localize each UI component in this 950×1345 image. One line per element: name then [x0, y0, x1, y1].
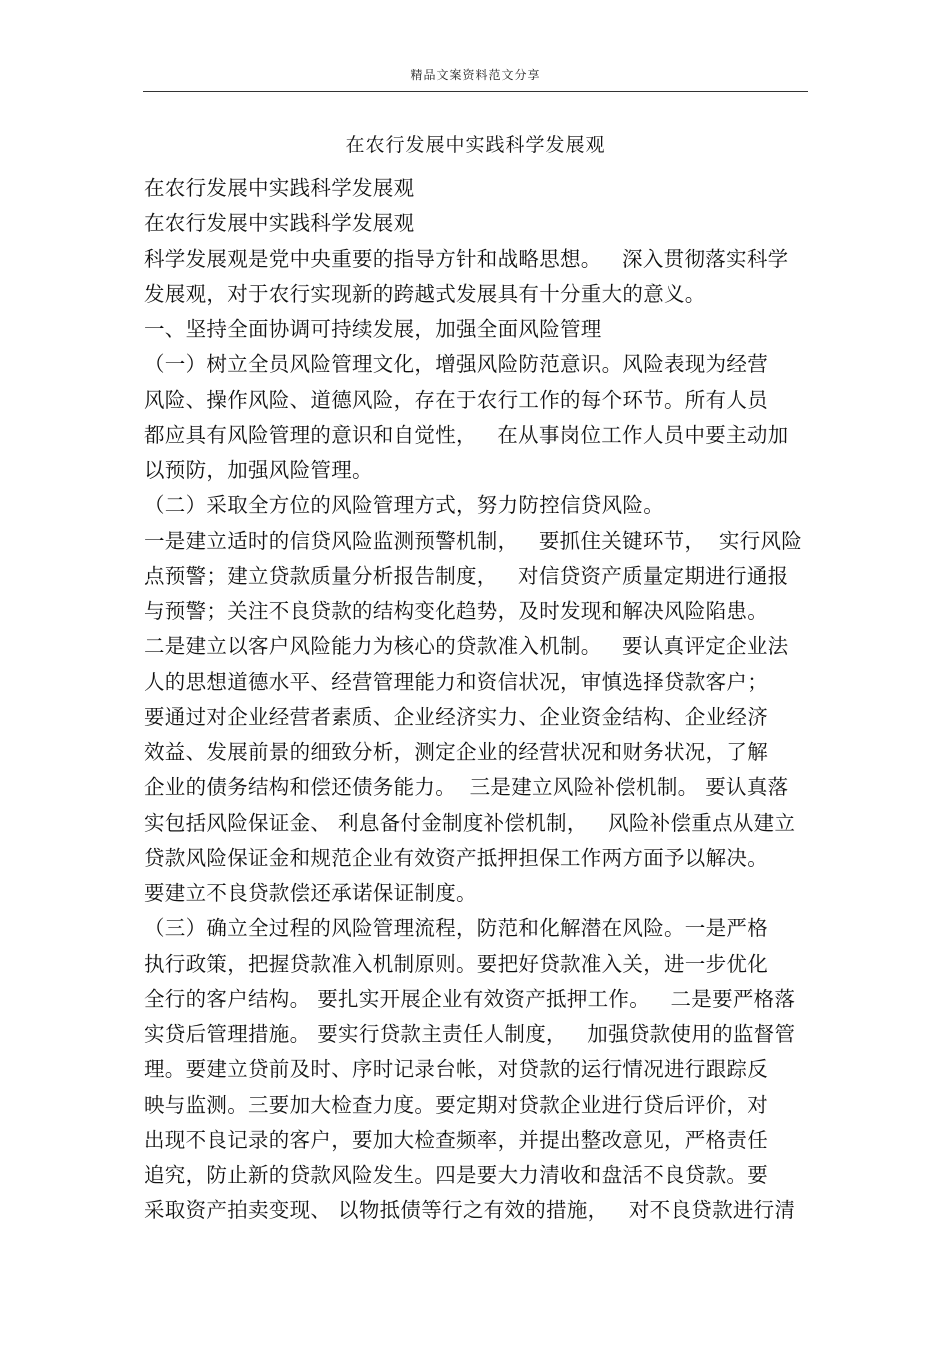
text-line: 二是建立以客户风险能力为核心的贷款准入机制。 要认真评定企业法: [144, 634, 789, 659]
text-line: 采取资产拍卖变现、 以物抵债等行之有效的措施， 对不良贷款进行清: [144, 1198, 796, 1223]
text-line: 以预防，加强风险管理。: [144, 458, 373, 482]
text-line: 全行的客户结构。 要扎实开展企业有效资产抵押工作。 二是要严格落: [144, 986, 796, 1011]
text-line: 一、坚持全面协调可持续发展，加强全面风险管理: [144, 317, 602, 341]
text-line: 在农行发展中实践科学发展观: [144, 211, 415, 236]
text-line: （三）确立全过程的风险管理流程，防范和化解潜在风险。一是严格: [144, 916, 768, 941]
text-line: 理。要建立贷前及时、序时记录台帐，对贷款的运行情况进行跟踪反: [144, 1057, 768, 1082]
text-line: 执行政策，把握贷款准入机制原则。要把好贷款准入关，进一步优化: [144, 951, 768, 976]
text-line: 与预警；关注不良贷款的结构变化趋势，及时发现和解决风险陷患。: [144, 599, 768, 623]
text-line: 人的思想道德水平、经营管理能力和资信状况，审慎选择贷款客户；: [144, 669, 768, 694]
text-line: （一）树立全员风险管理文化，增强风险防范意识。风险表现为经营: [144, 352, 768, 377]
page-header: 精品文案资料范文分享: [410, 68, 541, 82]
text-line: 映与监测。三要加大检查力度。要定期对贷款企业进行贷后评价，对: [144, 1092, 768, 1117]
text-line: 企业的债务结构和偿还债务能力。 三是建立风险补偿机制。 要认真落: [144, 775, 789, 800]
text-line: 一是建立适时的信贷风险监测预警机制， 要抓住关键环节， 实行风险: [144, 528, 803, 553]
text-line: 追究，防止新的贷款风险发生。四是要大力清收和盘活不良贷款。要: [144, 1163, 768, 1187]
text-line: 要通过对企业经营者素质、企业经济实力、企业资金结构、企业经济: [144, 704, 768, 729]
text-line: 点预警；建立贷款质量分析报告制度， 对信贷资产质量定期进行通报: [144, 563, 789, 588]
document-title: 在农行发展中实践科学发展观: [345, 134, 606, 156]
text-line: 要建立不良贷款偿还承诺保证制度。: [144, 881, 477, 905]
header-divider: [143, 91, 808, 92]
text-line: 贷款风险保证金和规范企业有效资产抵押担保工作两方面予以解决。: [144, 845, 768, 870]
text-line: 实包括风险保证金、 利息备付金制度补偿机制， 风险补偿重点从建立: [144, 810, 796, 835]
text-line: 都应具有风险管理的意识和自觉性， 在从事岗位工作人员中要主动加: [144, 422, 789, 447]
text-line: 科学发展观是党中央重要的指导方针和战略思想。 深入贯彻落实科学: [144, 246, 789, 271]
text-line: 发展观，对于农行实现新的跨越式发展具有十分重大的意义。: [144, 281, 706, 306]
text-line: （二）采取全方位的风险管理方式，努力防控信贷风险。: [144, 493, 664, 518]
document-body: [144, 171, 808, 1229]
text-line: 实贷后管理措施。 要实行贷款主责任人制度， 加强贷款使用的监督管: [144, 1022, 796, 1046]
text-line: 效益、发展前景的细致分析，测定企业的经营状况和财务状况，了解: [144, 740, 768, 764]
text-line: 出现不良记录的客户，要加大检查频率，并提出整改意见，严格责任: [144, 1127, 768, 1152]
text-line: 风险、操作风险、道德风险，存在于农行工作的每个环节。所有人员: [144, 387, 768, 412]
text-line: 在农行发展中实践科学发展观: [144, 176, 415, 200]
